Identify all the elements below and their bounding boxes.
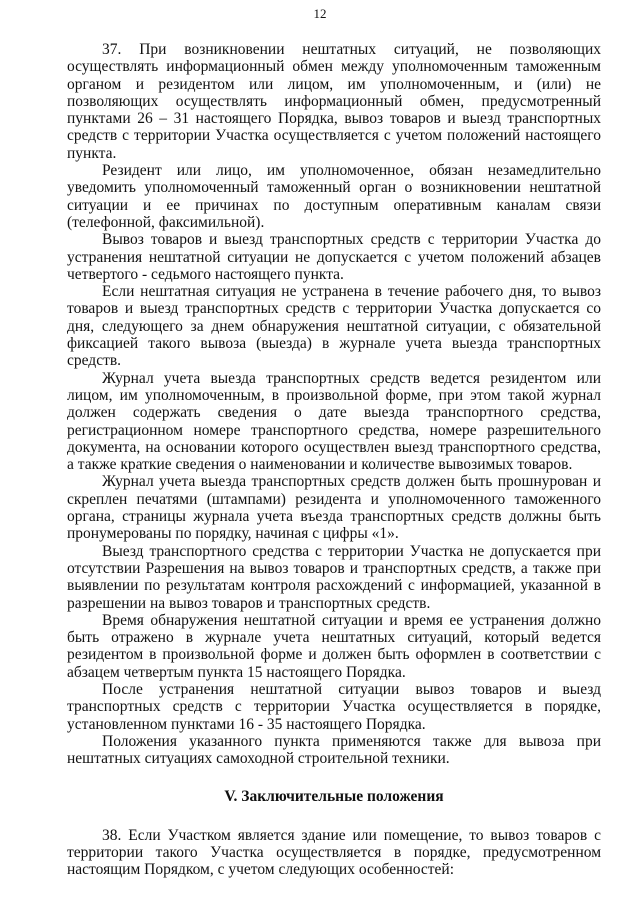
paragraph-export-prohibition: Вывоз товаров и выезд транспортных средств с территории Участка до устранения нештатной ситуации не допускается с учетом положений абзацев четвертого - седьмого настоящего пункта.: [67, 231, 601, 283]
paragraph-37-intro: 37. При возникновении нештатных ситуаций, не позволяющих осуществлять информационный обмен между уполномоченным таможенным органом и резидентом или лицом, им уполномоченным, и (или) не позволяющих осуществлять информационный обмен, предусмотренный пунктами 26 – 31 настоящего Порядка, вывоз товаров и выезд транспортных средств с территории Участка осуществляется с учетом положений настоящего пункта.: [67, 41, 601, 162]
paragraph-journal-content: Журнал учета выезда транспортных средств ведется резидентом или лицом, им уполномоченным, в произвольной форме, при этом такой журнал должен содержать сведения о дате выезда транспортного средства, регистрационном номере транспортного средства, номере разрешительного документа, на основании которого осуществлен выезд транспортного средства, а также краткие сведения о наименовании и количестве вывозимых товаров.: [67, 369, 601, 474]
paragraph-machinery: Положения указанного пункта применяются также для вывоза при нештатных ситуациях самоходной строительной техники.: [67, 732, 601, 768]
document-body: [67, 41, 601, 879]
section-heading: V. Заключительные положения: [224, 788, 444, 806]
paragraph-next-day-export: Если нештатная ситуация не устранена в течение рабочего дня, то вывоз товаров и выезд транспортных средств с территории Участка допускается со дня, следующего за днем обнаружения нештатной ситуации, с обязательной фиксацией такого вывоза (выезда) в журнале учета выезда транспортных средств.: [67, 283, 601, 370]
paragraph-exit-restriction: Выезд транспортного средства с территории Участка не допускается при отсутствии Разрешения на вывоз товаров и транспортных средств, а также при выявлении по результатам контроля расхождений с информацией, указанной в разрешении на вывоз товаров и транспортных средств.: [67, 542, 601, 612]
paragraph-incident-time: Время обнаружения нештатной ситуации и время ее устранения должно быть отражено в журнале учета нештатных ситуаций, который ведется резидентом в произвольной форме и должен быть оформлен в соответствии с абзацем четвертым пункта 15 настоящего Порядка.: [67, 611, 601, 681]
paragraph-38: 38. Если Участком является здание или помещение, то вывоз товаров с территории такого Участка осуществляется в порядке, предусмотренном настоящим Порядком, с учетом следующих особенностей:: [67, 826, 601, 879]
page-number: 12: [313, 6, 327, 21]
paragraph-journal-binding: Журнал учета выезда транспортных средств должен быть прошнурован и скреплен печатями (штампами) резидента и уполномоченного таможенного органа, страницы журнала учета въезда транспортных средств должны быть пронумерованы по порядку, начиная с цифры «1».: [67, 473, 601, 543]
paragraph-after-resolution: После устранения нештатной ситуации вывоз товаров и выезд транспортных средств с территории Участка осуществляется в порядке, установленном пунктами 16 - 35 настоящего Порядка.: [67, 680, 601, 733]
paragraph-resident-notice: Резидент или лицо, им уполномоченное, обязан незамедлительно уведомить уполномоченный таможенный орган о возникновении нештатной ситуации и ее причинах по доступным оперативным каналам связи (телефонной, факсимильной).: [67, 162, 601, 231]
